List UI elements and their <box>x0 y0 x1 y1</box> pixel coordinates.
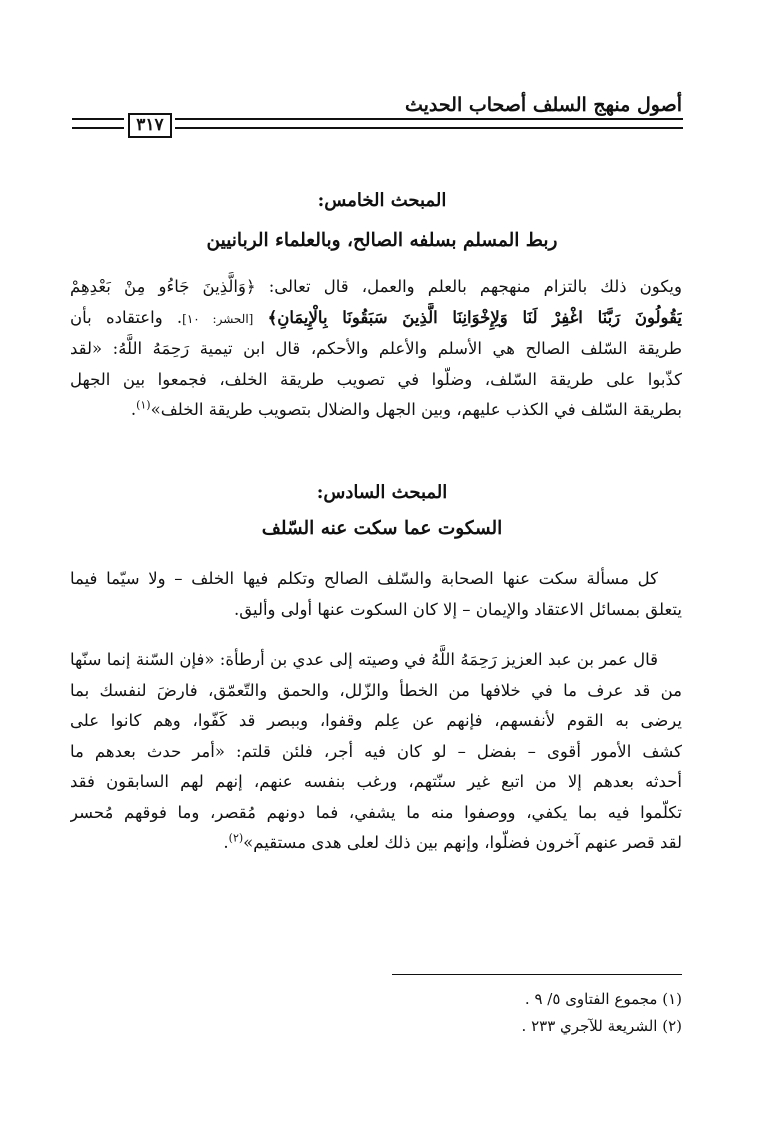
footnote-1: (١) مجموع الفتاوى ٥/ ٩ . <box>524 990 682 1008</box>
paragraph-line: بطريقة السّلف في الكذب عليهم، وبين الجهل والضلال بتصويب طريقة الخلف»$^{(١)}$. <box>130 398 682 419</box>
section-5-title: ربط المسلم بسلفه الصالح، وبالعلماء الربانيين <box>206 230 558 251</box>
quran-verse: يَقُولُونَ رَبَّنَا اغْفِرْ لَنَا وَلِإِخْوَانِنَا الَّذِينَ سَبَقُونَا بِالْإِيمَانِ﴾ <box>267 307 682 327</box>
paragraph-line: قال عمر بن عبد العزيز رَحِمَهُ اللَّهُ في وصيته إلى عدي بن أرطأة: «فإن السّنة إنما سنّها <box>70 650 658 669</box>
header-left-rule-bottom <box>72 127 124 129</box>
footnote-separator <box>392 974 682 975</box>
verse-reference: [الحشر: ١٠] <box>182 311 254 326</box>
header-rule-bottom <box>175 127 683 129</box>
paragraph-line: كل مسألة سكت عنها الصحابة والسّلف الصالح وتكلم فيها الخلف – ولا سيّما فيما <box>70 569 658 588</box>
header-rule-top <box>175 118 683 120</box>
paragraph-line: يرضى به القوم لأنفسهم، فإنهم عن عِلم وقفوا، وببصر قد كَفّوا، وهم كانوا على <box>70 711 682 730</box>
section-6-paragraph-2 <box>70 645 682 859</box>
page-number: ٣١٧ <box>128 113 172 138</box>
section-6-label: المبحث السادس: <box>316 482 448 503</box>
section-6-paragraph-1 <box>70 564 682 625</box>
paragraph-line: لقد قصر عنهم آخرون فضلّوا، وإنهم بين ذلك لعلى هدى مستقيم»$^{(٢)}$. <box>223 831 682 852</box>
paragraph-line: من قد عرف ما في خلافها من الخطأ والزّلل، والحمق والتّعمّق، فارضَ لنفسك بما <box>70 680 682 700</box>
running-header-title: أصول منهج السلف أصحاب الحديث <box>404 94 682 116</box>
paragraph-line: يَقُولُونَ رَبَّنَا اغْفِرْ لَنَا وَلِإِخْوَانِنَا الَّذِينَ سَبَقُونَا بِالْإِيمَانِ﴾ [الحشر: ١٠]. واعتقاده بأن <box>70 307 682 327</box>
footnote-marker-2: (٢) <box>228 831 244 845</box>
section-5-label: المبحث الخامس: <box>317 190 447 211</box>
paragraph-line: كذّبوا على طريقة السّلف، وضلّوا في تصويب طريقة الخلف، فجمعوا بين الجهل <box>70 369 682 389</box>
header-left-rule-top <box>72 118 124 120</box>
paragraph-line: كشف الأمور أقوى – بفضل – لو كان فيه أجر، فلئن قلتم: «أمر حدث بعدهم ما <box>70 741 682 761</box>
footnote-2: (٢) الشريعة للآجري ٢٣٣ . <box>521 1017 682 1035</box>
section-6-title: السكوت عما سكت عنه السّلف <box>261 518 503 539</box>
paragraph-line: طريقة السّلف الصالح هي الأسلم والأعلم والأحكم، قال ابن تيمية رَحِمَهُ اللَّهُ: «لقد <box>70 339 682 358</box>
paragraph-line: ويكون ذلك بالتزام منهجهم بالعلم والعمل، قال تعالى: ﴿وَالَّذِينَ جَاءُو مِنْ بَعْدِهِمْ <box>70 277 682 296</box>
paragraph-line: يتعلق بمسائل الاعتقاد والإيمان – إلا كان السكوت عنها أولى وأليق. <box>233 599 682 619</box>
footnote-marker-1: (١) <box>136 398 151 412</box>
section-5-paragraph <box>70 272 682 426</box>
paragraph-line: تكلّموا فيه بما يكفي، ووصفوا منه ما يشفي، فما دونهم مُقصر، وما فوقهم مُحسر <box>70 802 682 822</box>
paragraph-line: أحدثه بعدهم إلا من اتبع غير سنّتهم، ورغب بنفسه عنهم، إنهم لهم السابقون فقد <box>70 772 682 791</box>
